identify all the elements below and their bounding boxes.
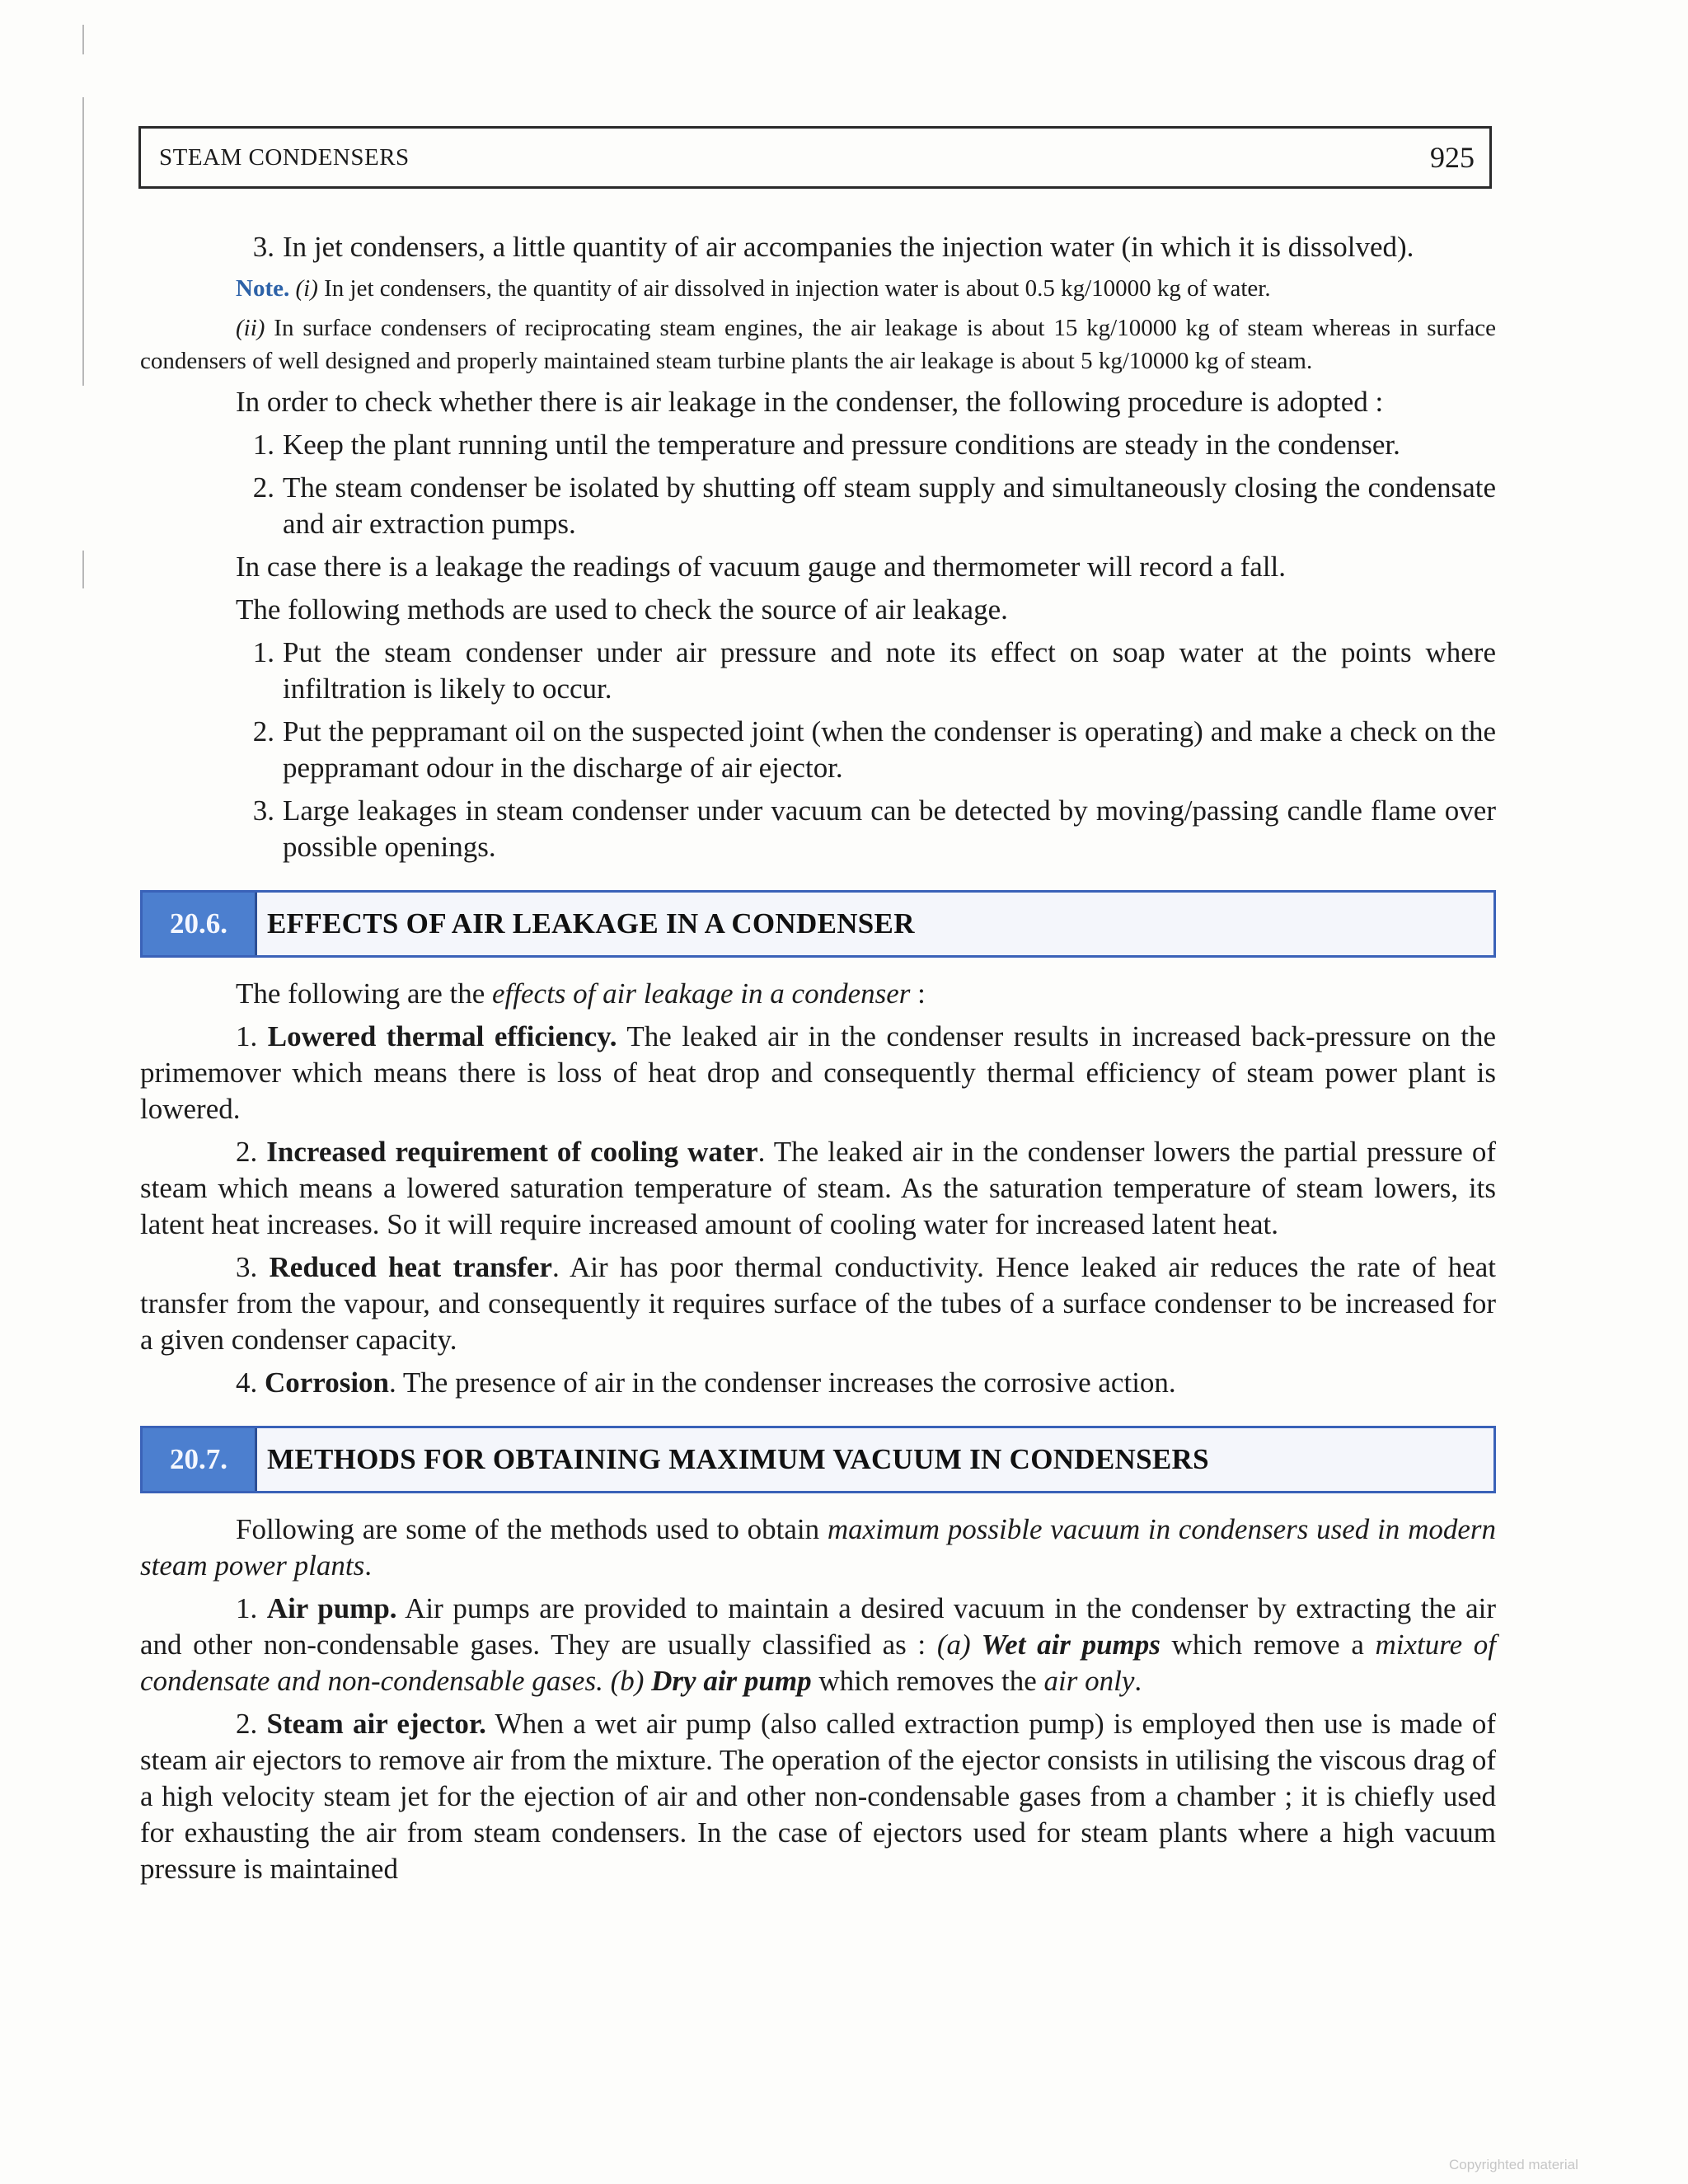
emphasis: effects of air leakage in a condenser [492,977,911,1010]
procedure-list [140,427,1496,542]
effect-heading: Increased requirement of cooling water [266,1136,758,1168]
text-run: which remove a [1160,1629,1376,1661]
section-number: 20.6. [143,893,257,955]
text-run [603,1665,611,1697]
page-body [140,229,1496,1894]
page-number: 925 [1430,141,1475,174]
list-item [140,427,1496,463]
item-number: 2. [252,715,274,748]
note-text: In jet condensers, the quantity of air dissolved in injection water is about 0.5 kg/10000 kg of water. [317,275,1271,302]
paragraph: The following methods are used to check the source of air leakage. [236,593,1008,626]
text-run: which removes the [811,1665,1044,1697]
emphasis: Dry air pump [644,1665,812,1697]
emphasis: (b) [610,1665,645,1697]
effect-paragraph [140,1019,1496,1127]
effect-heading: Reduced heat transfer [269,1251,552,1283]
item-number: 1. [252,636,274,668]
item-text: The steam condenser be isolated by shutting off steam supply and simultaneously closing the condensate and air extraction pumps. [283,471,1496,540]
effect-text: . Air has poor thermal conductivity. Hence leaked air reduces the rate of heat transfer from the vapour, and consequently it requires surface of the tubes of a surface condenser to be increased for a given condenser capacity. [140,1251,1496,1356]
effect-text: . The leaked air in the condenser lowers the partial pressure of steam which means a lowered saturation temperature of steam. As the saturation temperature of steam lowers, its latent heat increases. So it will require increased amount of cooling water for increased latent heat. [140,1136,1496,1240]
emphasis: maximum possible vacuum in condensers used in modern steam power plants [140,1513,1497,1582]
paragraph [140,976,1496,1012]
note-paragraph [140,312,1496,377]
emphasis: air only [1043,1665,1135,1697]
item-number: 3. [252,231,274,263]
note-marker: (i) [295,275,318,302]
item-number: 1. [236,1592,258,1624]
item-number: 3. [236,1251,258,1283]
list-item [140,714,1496,786]
effect-paragraph [140,1365,1496,1401]
emphasis: (a) [936,1629,971,1661]
paragraph: In case there is a leakage the readings of vacuum gauge and thermometer will record a fall. [236,551,1287,583]
item-number: 3. [252,794,274,827]
effect-heading: Corrosion [265,1366,390,1399]
note-label: Note. [236,275,290,302]
effect-paragraph [140,1249,1496,1358]
item-text: Put the peppramant oil on the suspected joint (when the condenser is operating) and make a check on the peppramant odour in the discharge of air ejector. [283,715,1496,784]
text-run: When a wet air pump (also called extraction pump) is employed then use is made of steam air ejectors to remove air from the mixture. The operation of the ejector consists in utilising the viscous drag of a high velocity steam jet for the ejection of air and other non-condensable gases from a chamber ; it is chiefly used for exhausting the air from steam condensers. In the case of ejectors used for steam plants where a high vacuum pressure is maintained [140,1708,1496,1885]
method-paragraph [140,1591,1496,1699]
item-text: Keep the plant running until the temperature and pressure conditions are steady in the condenser. [283,429,1400,461]
text-run: . [1134,1665,1142,1697]
item-number: 1. [236,1020,258,1052]
method-heading: Air pump. [266,1592,397,1624]
item-number: 2. [236,1136,258,1168]
section-heading [140,1426,1496,1493]
note-paragraph [140,272,1496,305]
list-item [140,229,1496,265]
text-run: . [364,1549,372,1582]
item-number: 2. [236,1708,258,1740]
copyright-watermark: Copyrighted material [1449,2157,1578,2172]
page-edge-mark [82,25,84,54]
section-title: EFFECTS OF AIR LEAKAGE IN A CONDENSER [267,907,915,940]
emphasis: Wet air pumps [970,1629,1160,1661]
chapter-title: STEAM CONDENSERS [159,143,410,171]
list-item [140,793,1496,865]
text-run: The following are the [236,977,493,1010]
text-run: : [910,977,926,1010]
effect-text: The leaked air in the condenser results in increased back-pressure on the primemover which means there is loss of heat drop and consequently thermal efficiency of steam power plant is lowered. [140,1020,1497,1125]
text-run: Following are some of the methods used to obtain [236,1513,828,1545]
section-heading [140,890,1496,958]
section-number: 20.7. [143,1428,257,1491]
page-edge-mark [82,551,84,588]
note-text: In surface condensers of reciprocating steam engines, the air leakage is about 15 kg/10000 kg of steam whereas in surface condensers of well designed and properly maintained steam turbine plants the air leakage is about 5 kg/10000 kg of steam. [140,315,1496,374]
item-text: Put the steam condenser under air pressure and note its effect on soap water at the points where infiltration is likely to occur. [283,636,1496,705]
section-title: METHODS FOR OBTAINING MAXIMUM VACUUM IN CONDENSERS [267,1443,1209,1475]
item-text: Large leakages in steam condenser under vacuum can be detected by moving/passing candle flame over possible openings. [283,794,1496,863]
emphasis: mixture of condensate and non-condensable gases. [140,1629,1497,1697]
methods-list [140,635,1496,865]
effect-paragraph [140,1134,1496,1243]
list-item [140,470,1496,542]
list-item [140,635,1496,707]
paragraph [140,1511,1496,1584]
paragraph: In order to check whether there is air leakage in the condenser, the following procedure is adopted : [236,386,1384,418]
item-number: 1. [252,429,274,461]
item-number: 2. [252,471,274,504]
page-edge-mark [82,97,84,386]
item-number: 4. [236,1366,258,1399]
method-heading: Steam air ejector. [266,1708,486,1740]
running-header [138,126,1492,189]
effect-text: . The presence of air in the condenser increases the corrosive action. [389,1366,1176,1399]
note-marker: (ii) [236,315,265,341]
item-text: In jet condensers, a little quantity of air accompanies the injection water (in which it is dissolved). [283,231,1414,263]
method-paragraph [140,1706,1496,1887]
effect-heading: Lowered thermal efficiency. [267,1020,617,1052]
text-run: Air pumps are provided to maintain a desired vacuum in the condenser by extracting the air and other non-condensable gases. They are usually classified as : [140,1592,1496,1661]
